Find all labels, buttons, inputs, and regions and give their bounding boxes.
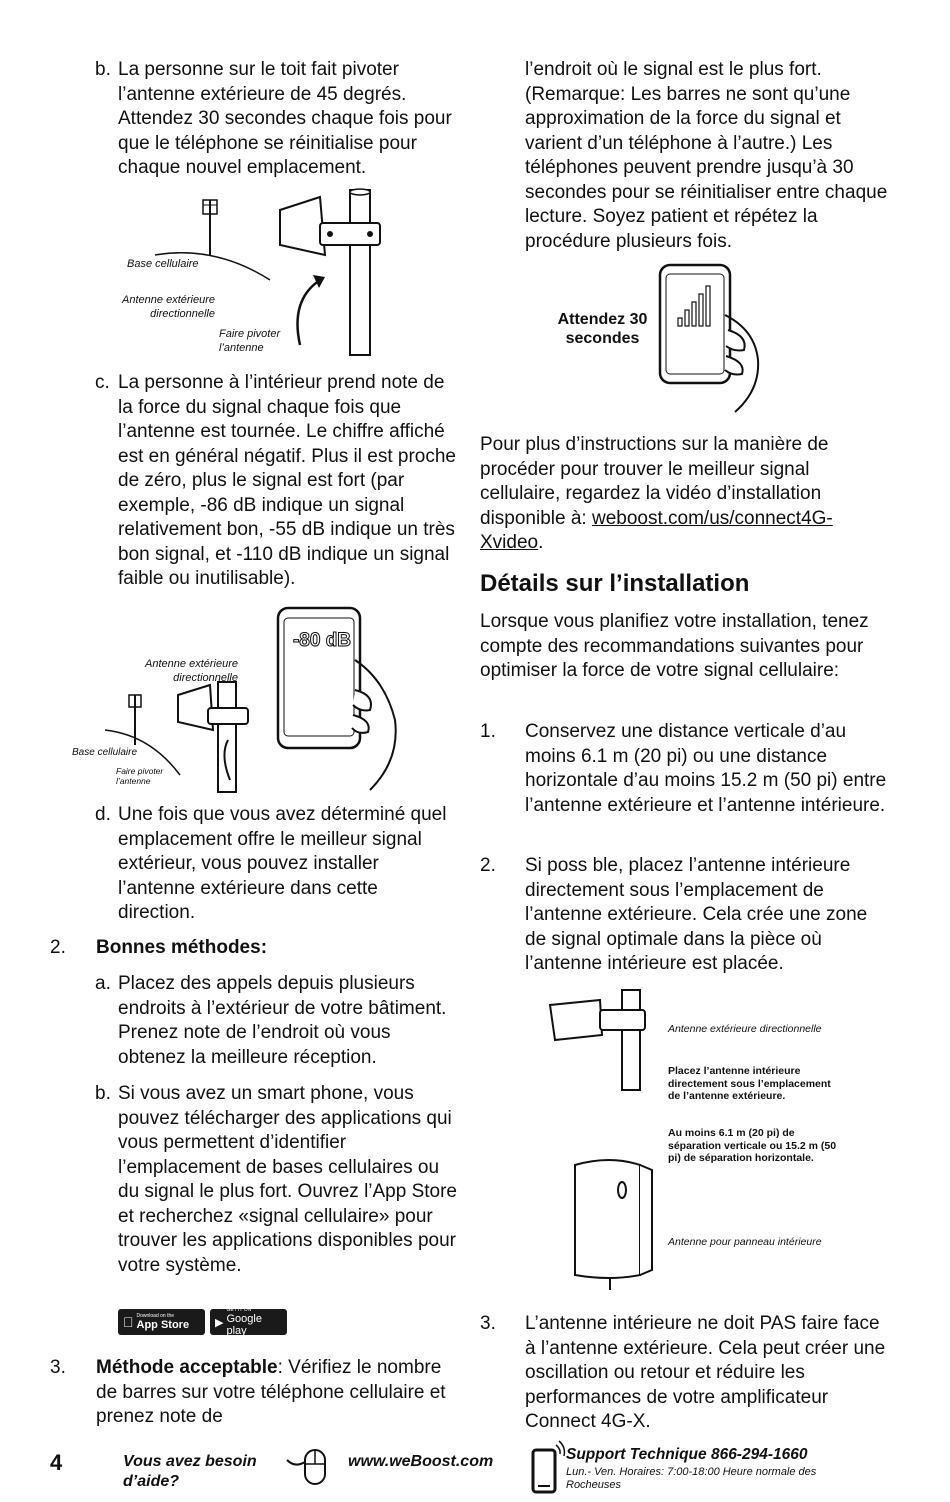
more-instructions-end: . [538, 532, 544, 553]
item-2a-text: Placez des appels depuis plusieurs endroits à l’extérieur de votre bâtiment. Prenez note de l’endroit où vous obtenez la meilleure réception. [118, 973, 447, 1068]
step-d-text: Une fois que vous avez déterminé quel emplacement offre le meilleur signal extérieur, vous pouvez installer l’antenne extérieure dans cette direction. [118, 804, 447, 923]
item-2-heading [50, 936, 460, 961]
fig2-rotate-label: Faire pivoter l’antenne [116, 766, 164, 786]
list-item-2 [480, 854, 890, 977]
item-3 [50, 1356, 460, 1430]
app-store-small-text: Download on the [126, 1313, 164, 1319]
fig4-indoor-label: Antenne pour panneau intérieure [668, 1236, 822, 1248]
step-c [95, 371, 460, 592]
section-title: Détails sur l’installation [480, 570, 750, 597]
google-play-big-text: Google play [226, 1313, 262, 1337]
item-2b-text: Si vous avez un smart phone, vous pouvez télécharger des applications qui vous permettent d’identifier l’emplacement de bases cellulaires ou du signal le plus fort. Ouvrez l’App Store et recherchez «signal cellulaire» pour trouver les applications disponibles pour votre système. [118, 1083, 458, 1276]
right-continuation [525, 58, 890, 254]
step-d-label: d. [95, 804, 111, 825]
list-item-1-text: Conservez une distance verticale d’au moins 6.1 m (20 pi) ou une distance horizontale d’au moins 15.2 m (50 pi) entre l’antenne extérieure et l’antenne intérieure. [525, 721, 887, 816]
step-b-text: La personne sur le toit fait pivoter l’antenne extérieure de 45 degrés. Attendez 30 secondes chaque fois pour que le téléphone se réinitialise pour chaque nouvel emplacement. [118, 59, 452, 178]
fig1-antenna-label: Antenne extérieure directionnelle [122, 294, 215, 320]
item-3-body [96, 1356, 460, 1430]
item-2a-label: a. [95, 973, 111, 994]
figure-antenna-placement [540, 985, 890, 1290]
phone-icon [530, 1440, 570, 1495]
fig4-distance-label: Au moins 6.1 m (20 pi) de séparation verticale ou 15.2 m (50 pi) de séparation horizontale. [668, 1127, 837, 1164]
item-3-title: Méthode acceptable [96, 1357, 278, 1378]
figure-wait-30 [550, 260, 790, 415]
mouse-icon [285, 1440, 345, 1490]
list-item-2-text: Si poss ble, placez l’antenne intérieure directement sous l’emplacement de l’antenne extérieure. Cela crée une zone de signal optimale dans la pièce où l’antenne intérieure est placée. [525, 855, 868, 974]
section-intro-text: Lorsque vous planifiez votre installation, tenez compte des recommandations suivantes pour optimiser la force de votre signal cellulaire: [480, 611, 869, 681]
item-3-text: : Vérifiez le nombre de barres sur votre téléphone cellulaire et prenez note de [96, 1357, 446, 1427]
item-2-title: Bonnes méthodes: [96, 937, 268, 958]
wait-caption: Attendez 30 secondes [557, 311, 648, 347]
fig1-base-label: Base cellulaire [127, 258, 199, 270]
fig2-antenna-label: Antenne extérieure directionnelle [145, 658, 238, 684]
footer-hours: Lun.- Ven. Horaires: 7:00-18:00 Heure normale des Rocheuses [566, 1466, 817, 1491]
footer-help: Vous avez besoin d’aide? [123, 1453, 257, 1490]
footer-support: Support Technique 866-294-1660 [566, 1446, 808, 1463]
step-d [95, 803, 460, 926]
item-2b [95, 1082, 460, 1278]
figure-signal-reading [70, 600, 420, 795]
page-number: 4 [50, 1450, 63, 1475]
more-instructions [480, 433, 890, 556]
fig4-outdoor-label: Antenne extérieure directionnelle [668, 1023, 822, 1035]
list-item-1 [480, 720, 890, 818]
more-instructions-text: Pour plus d’instructions sur la manière de procéder pour trouver le meilleur signal cellulaire, regardez la vidéo d’installation disponible à: [480, 434, 829, 529]
list-item-2-number: 2. [480, 855, 496, 876]
list-item-3-text: L’antenne intérieure ne doit PAS faire face à l’antenne extérieure. Cela peut créer une oscillation ou retour et réduire les performances de votre amplificateur Connect 4G-X. [525, 1313, 886, 1432]
right-continuation-text: l’endroit où le signal est le plus fort. (Remarque: Les barres ne sont qu’une approximation de la force du signal et varient d’un téléphone à l’autre.) Les téléphones peuvent prendre jusqu’à 30 secondes pour se réinitialiser entre chaque lecture. Soyez patient et répétez la procédure plusieurs fois. [525, 59, 888, 252]
figure-rotate-antenna [95, 185, 435, 360]
step-b [95, 58, 460, 181]
step-c-text: La personne à l’intérieur prend note de la force du signal chaque fois que l’antenne est tournée. Le chiffre affiché est en général négatif. Plus il est proche de zéro, plus le signal est fort (par exemple, -86 dB indique un signal relativement bon, -55 dB indique un très bon signal, et -110 dB indique un signal faible ou inutilisable). [118, 372, 456, 589]
apple-icon [123, 1314, 134, 1330]
fig2-base-label: Base cellulaire [72, 747, 138, 758]
item-2b-label: b. [95, 1083, 111, 1104]
list-item-1-number: 1. [480, 721, 496, 742]
fig4-place-label: Placez l’antenne intérieure directement sous l’emplacement de l’antenne extérieure. [668, 1065, 831, 1102]
footer-website-link[interactable]: www.weBoost.com [348, 1453, 494, 1470]
item-3-number: 3. [50, 1357, 66, 1378]
play-icon: ▶ [215, 1316, 224, 1329]
step-b-label: b. [95, 59, 111, 80]
section-intro [480, 610, 890, 684]
google-play-badge[interactable] [210, 1309, 287, 1335]
app-store-big-text: App Store [126, 1319, 179, 1331]
app-store-badge[interactable] [118, 1309, 205, 1335]
google-play-small-text: GET IT ON [226, 1307, 252, 1313]
item-2a [95, 972, 460, 1070]
phone-db-reading: -80 dB [292, 630, 352, 651]
video-link[interactable]: weboost.com/us/connect4G-Xvideo [480, 507, 833, 553]
more-instructions-body [480, 433, 890, 556]
item-2-number: 2. [50, 937, 66, 958]
fig1-rotate-label: Faire pivoter l’antenne [219, 328, 281, 354]
list-item-3 [480, 1312, 890, 1435]
step-c-label: c. [95, 372, 110, 393]
list-item-3-number: 3. [480, 1313, 496, 1334]
